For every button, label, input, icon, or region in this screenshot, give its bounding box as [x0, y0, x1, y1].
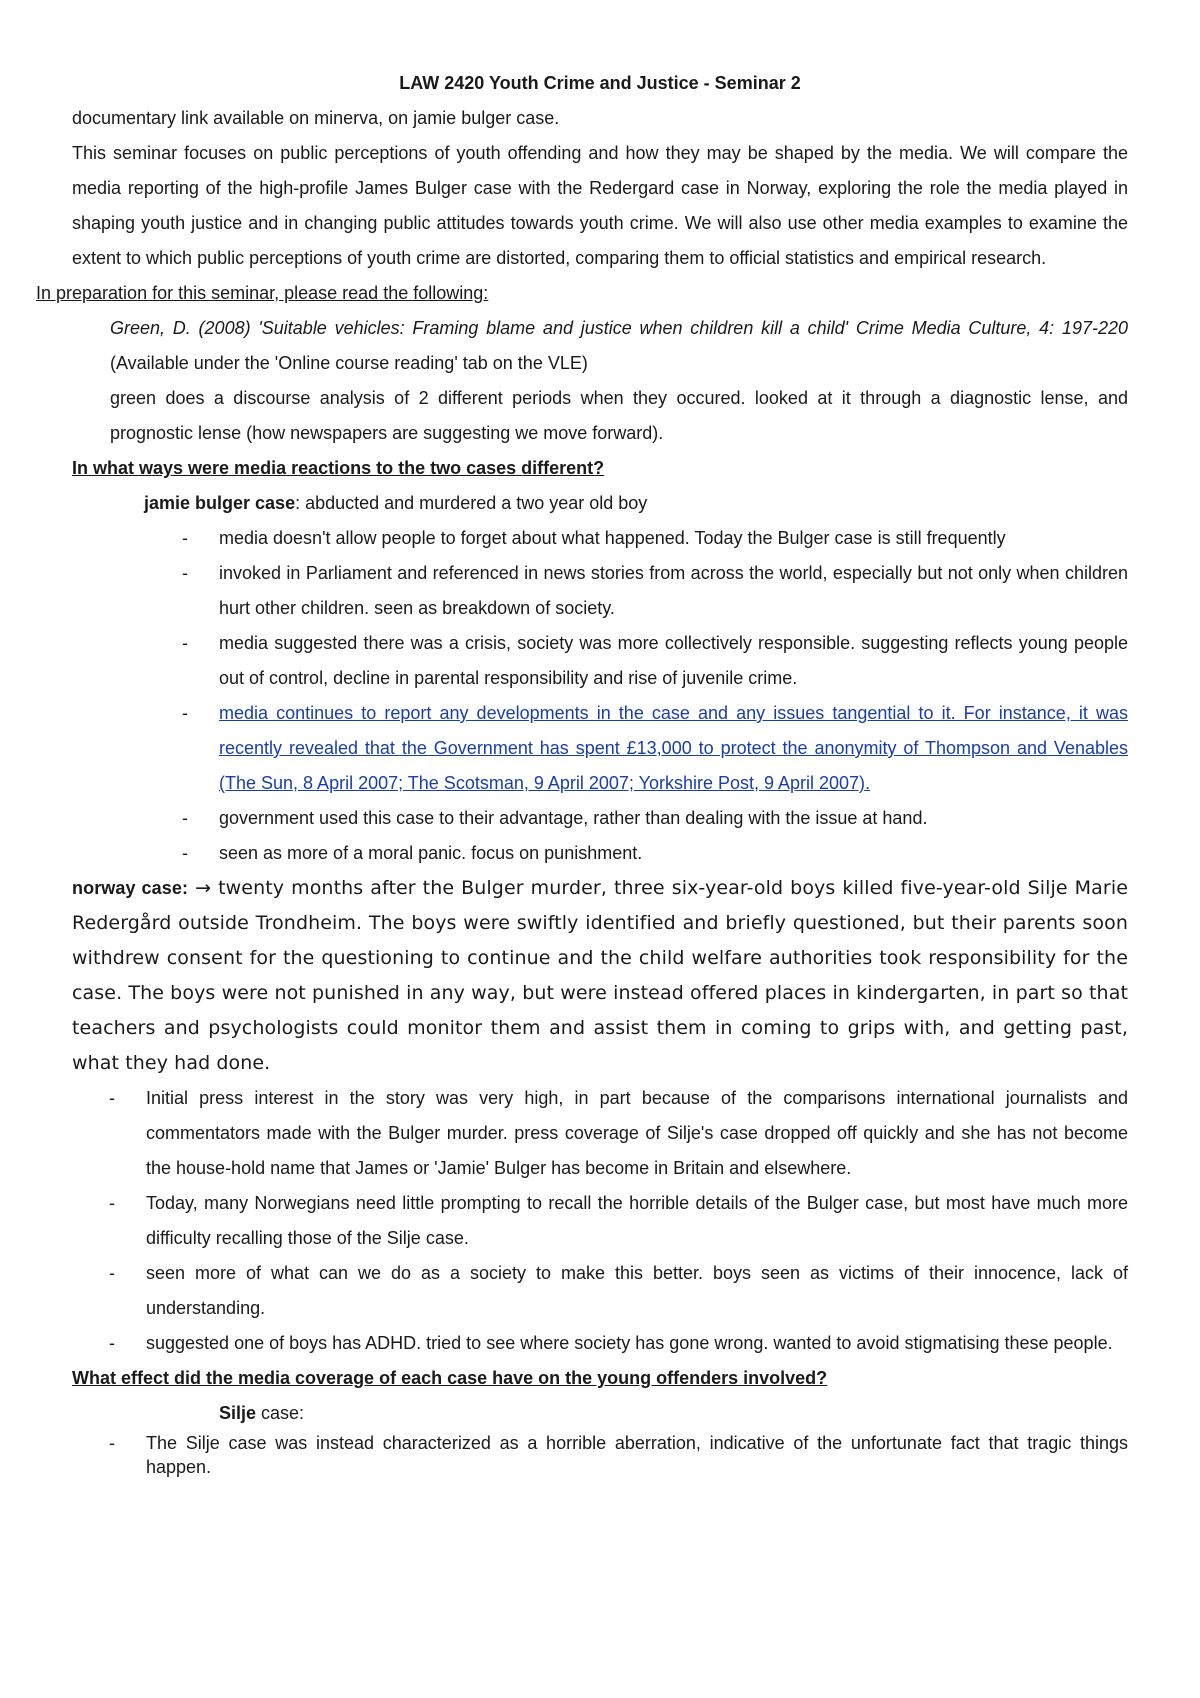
bulger-list [0, 521, 1200, 871]
list-item [109, 1081, 1128, 1186]
bulger-label: jamie bulger case [144, 493, 296, 513]
list-item [109, 1431, 1128, 1479]
question-1-text: In what ways were media reactions to the two cases different? [72, 458, 605, 478]
list-item-text: The Silje case was instead characterized as a horrible aberration, indicative of the unfortunate fact that tragic things happen. [146, 1433, 1128, 1477]
bulger-desc: : abducted and murdered a two year old boy [295, 493, 648, 513]
list-item-text: seen more of what can we do as a society to make this better. boys seen as victims of their innocence, lack of understanding. [146, 1263, 1128, 1318]
list-item [109, 1326, 1128, 1361]
norway-text: → twenty months after the Bulger murder, three six-year-old boys killed five-year-old Silje Marie Redergård outside Trondheim. The boys were swiftly identified and briefly questioned, but their parents soon withdrew consent for the questioning to continue and the child welfare authorities took responsibility for the case. The boys were not punished in any way, but were instead offered places in kindergarten, in part so that teachers and psychologists could monitor them and assist them in coming to grips with, and getting past, what they had done. [72, 877, 1128, 1074]
page-title: LAW 2420 Youth Crime and Justice - Seminar 2 [399, 73, 801, 93]
citation-italic: Green, D. (2008) 'Suitable vehicles: Framing blame and justice when children kill a child' Crime Media Culture, 4: 197-220 [110, 318, 1128, 338]
list-item [182, 696, 1128, 801]
dash-marker: - [182, 528, 188, 548]
dash-marker: - [182, 633, 188, 653]
question-2-text: What effect did the media coverage of each case have on the young offenders involved? [72, 1368, 828, 1388]
list-item-text: media doesn't allow people to forget about what happened. Today the Bulger case is still frequently [219, 528, 1006, 548]
citation [110, 311, 1128, 381]
silje-heading [219, 1396, 1200, 1431]
list-item-text: Initial press interest in the story was very high, in part because of the comparisons international journalists and commentators made with the Bulger murder. press coverage of Silje's case dropped off quickly and she has not become the house-hold name that James or 'Jamie' Bulger has become in Britain and elsewhere. [146, 1088, 1128, 1178]
intro-paragraph: This seminar focuses on public perceptions of youth offending and how they may be shaped by the media. We will compare the media reporting of the high-profile James Bulger case with the Redergard case in Norway, exploring the role the media played in shaping youth justice and in changing public attitudes towards youth crime. We will also use other media examples to examine the extent to which public perceptions of youth crime are distorted, comparing them to official statistics and empirical research. [72, 143, 1128, 268]
list-item [182, 801, 1128, 836]
bulger-heading [144, 486, 1200, 521]
document-page [0, 66, 1200, 1479]
dash-marker: - [109, 1263, 115, 1283]
list-item-text: Today, many Norwegians need little prompting to recall the horrible details of the Bulger case, but most have much more difficulty recalling those of the Silje case. [146, 1193, 1128, 1248]
dash-marker: - [109, 1433, 115, 1453]
list-item [182, 836, 1128, 871]
hyperlink-text[interactable]: media continues to report any developments in the case and any issues tangential to it. For instance, it was recently revealed that the Government has spent £13,000 to protect the anonymity of Thompson and Venables (The Sun, 8 April 2007; The Scotsman, 9 April 2007; Yorkshire Post, 9 April 2007). [219, 703, 1128, 793]
list-item-text: invoked in Parliament and referenced in news stories from across the world, especially but not only when children hurt other children. seen as breakdown of society. [219, 563, 1128, 618]
silje-label: Silje [219, 1403, 257, 1423]
dash-marker: - [182, 703, 188, 723]
list-item-text: suggested one of boys has ADHD. tried to see where society has gone wrong. wanted to avoid stigmatising these people. [146, 1333, 1113, 1353]
list-item-text: media suggested there was a crisis, society was more collectively responsible. suggesting reflects young people out of control, decline in parental responsibility and rise of juvenile crime. [219, 633, 1128, 688]
list-item [109, 1256, 1128, 1326]
list-item [109, 1186, 1128, 1256]
dash-marker: - [109, 1088, 115, 1108]
prep-heading-text: In preparation for this seminar, please read the following: [36, 283, 489, 303]
dash-marker: - [182, 843, 188, 863]
list-item-text: government used this case to their advantage, rather than dealing with the issue at hand. [219, 808, 928, 828]
norway-list [0, 1081, 1200, 1361]
dash-marker: - [109, 1193, 115, 1213]
prep-heading [36, 276, 1200, 311]
dash-marker: - [182, 563, 188, 583]
dash-marker: - [182, 808, 188, 828]
list-item-text: seen as more of a moral panic. focus on punishment. [219, 843, 643, 863]
intro-note: documentary link available on minerva, on jamie bulger case. [72, 108, 560, 128]
norway-label: norway case: [72, 878, 189, 898]
list-item [182, 626, 1128, 696]
silje-desc: case: [256, 1403, 305, 1423]
green-note: green does a discourse analysis of 2 different periods when they occured. looked at it through a diagnostic lense, and prognostic lense (how newspapers are suggesting we move forward). [110, 388, 1128, 443]
dash-marker: - [109, 1333, 115, 1353]
question-1 [72, 451, 1128, 486]
list-item [182, 521, 1128, 556]
question-2 [72, 1361, 1128, 1396]
citation-plain: (Available under the 'Online course reading' tab on the VLE) [110, 353, 588, 373]
list-item [182, 556, 1128, 626]
norway-paragraph [72, 871, 1128, 1081]
silje-list [0, 1431, 1200, 1479]
